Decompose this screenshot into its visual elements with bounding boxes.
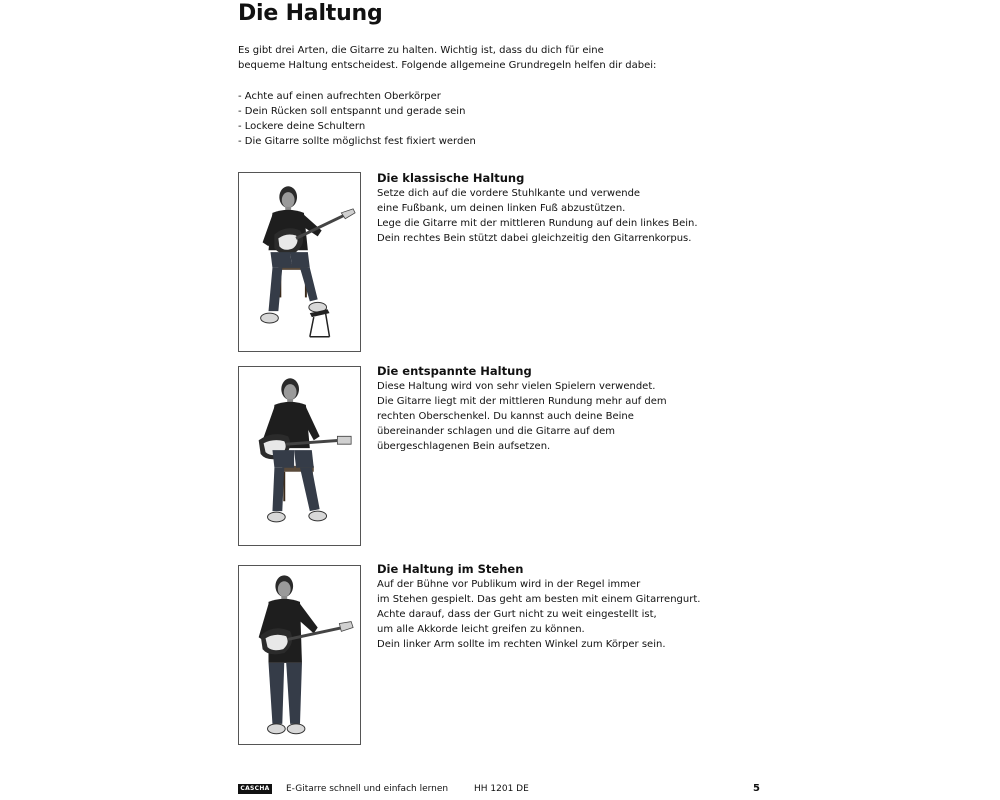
photo-relaxed-position	[238, 366, 361, 546]
guitarist-standing-illustration	[239, 566, 360, 744]
page-footer	[238, 782, 760, 796]
page-title: Die Haltung	[238, 1, 383, 26]
rule-item: - Dein Rücken soll entspannt und gerade sein	[238, 106, 466, 117]
guitarist-seated-footstool-illustration	[239, 173, 360, 351]
section-heading: Die Haltung im Stehen	[377, 562, 524, 576]
rule-item: - Achte auf einen aufrechten Oberkörper	[238, 91, 441, 102]
rule-item: - Lockere deine Schultern	[238, 121, 366, 132]
section-line: Setze dich auf die vordere Stuhlkante und verwende	[377, 188, 641, 199]
section-line: rechten Oberschenkel. Du kannst auch deine Beine	[377, 411, 634, 422]
publisher-logo: CASCHA	[238, 784, 272, 794]
intro-text	[238, 43, 758, 73]
section-line: eine Fußbank, um deinen linken Fuß abzustützen.	[377, 203, 626, 214]
section-line: Die Gitarre liegt mit der mittleren Rundung mehr auf dem	[377, 396, 667, 407]
section-heading: Die entspannte Haltung	[377, 364, 532, 378]
section-classical	[377, 171, 717, 246]
intro-line: bequeme Haltung entscheidest. Folgende allgemeine Grundregeln helfen dir dabei:	[238, 60, 657, 71]
rule-item: - Die Gitarre sollte möglichst fest fixiert werden	[238, 136, 476, 147]
section-line: Lege die Gitarre mit der mittleren Rundung auf dein linkes Bein.	[377, 218, 698, 229]
section-body	[377, 379, 717, 454]
footer-product-code: HH 1201 DE	[474, 784, 529, 794]
footer-book-title: E-Gitarre schnell und einfach lernen	[286, 784, 449, 794]
photo-classical-position	[238, 172, 361, 352]
intro-line: Es gibt drei Arten, die Gitarre zu halten. Wichtig ist, dass du dich für eine	[238, 45, 604, 56]
section-line: übereinander schlagen und die Gitarre auf dem	[377, 426, 616, 437]
section-line: Auf der Bühne vor Publikum wird in der Regel immer	[377, 579, 641, 590]
section-body	[377, 577, 717, 652]
section-relaxed	[377, 364, 717, 454]
section-line: Achte darauf, dass der Gurt nicht zu weit eingestellt ist,	[377, 609, 657, 620]
photo-standing-position	[238, 565, 361, 745]
section-standing	[377, 562, 717, 652]
section-line: Dein rechtes Bein stützt dabei gleichzeitig den Gitarrenkorpus.	[377, 233, 692, 244]
page-number: 5	[753, 783, 760, 794]
section-line: im Stehen gespielt. Das geht am besten mit einem Gitarrengurt.	[377, 594, 701, 605]
rules-list	[238, 89, 476, 149]
section-line: Dein linker Arm sollte im rechten Winkel zum Körper sein.	[377, 639, 666, 650]
section-line: um alle Akkorde leicht greifen zu können.	[377, 624, 585, 635]
section-heading: Die klassische Haltung	[377, 171, 525, 185]
section-line: Diese Haltung wird von sehr vielen Spielern verwendet.	[377, 381, 656, 392]
guitarist-seated-relaxed-illustration	[239, 367, 360, 545]
section-body	[377, 186, 717, 246]
section-line: übergeschlagenen Bein aufsetzen.	[377, 441, 551, 452]
